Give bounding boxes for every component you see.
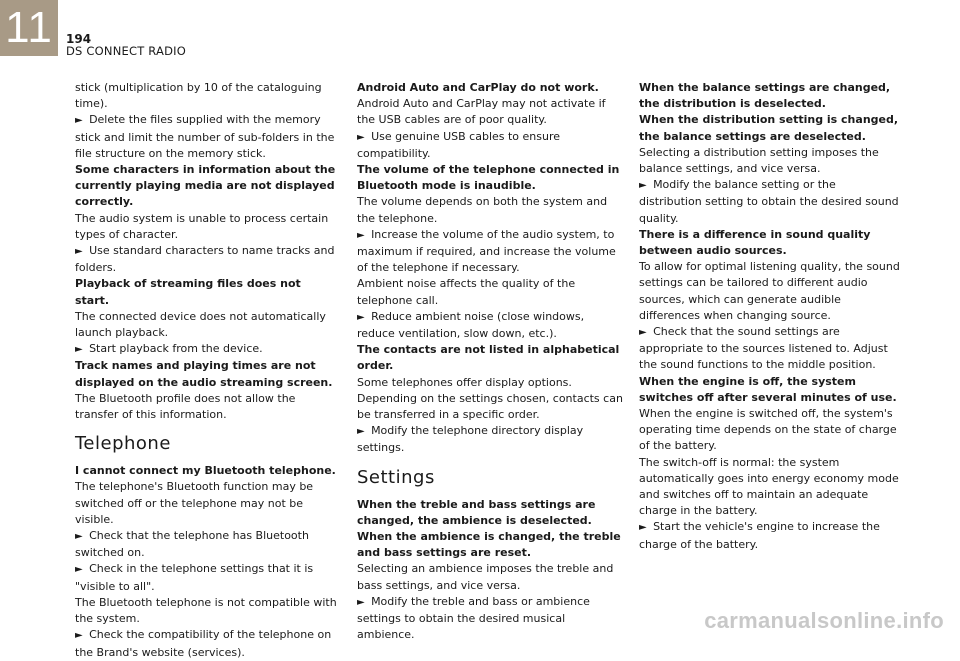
- paragraph: The Bluetooth profile does not allow the transfer of this information.: [75, 391, 296, 422]
- problem-heading: When the engine is off, the system switches off after several minutes of use.: [639, 374, 897, 404]
- instruction-step: ► Reduce ambient noise (close windows, reduce ventilation, slow down, etc.).: [357, 309, 623, 342]
- problem-heading: When the balance settings are changed, the distribution is deselected.: [639, 81, 891, 111]
- problem-heading: Android Auto and CarPlay do not work.: [357, 81, 599, 94]
- column-2: [357, 80, 623, 644]
- column-1: [75, 80, 337, 661]
- instruction-step: ► Start the vehicle's engine to increase the charge of the battery.: [639, 519, 901, 552]
- problem-heading: When the distribution setting is changed, the balance settings are deselected.: [639, 113, 899, 143]
- paragraph: The audio system is unable to process certain types of character.: [75, 211, 329, 241]
- settings-heading: Settings: [357, 466, 435, 488]
- problem-heading: I cannot connect my Bluetooth telephone.: [75, 464, 336, 478]
- instruction-step: ► Modify the treble and bass or ambience settings to obtain the desired musical ambience.: [357, 594, 623, 644]
- problem-heading: The contacts are not listed in alphabetical order.: [357, 343, 620, 373]
- chapter-tab: 11: [0, 0, 58, 56]
- page-number: 194: [66, 32, 92, 46]
- column-3: [639, 80, 901, 553]
- instruction-step: ► Delete the files supplied with the memory stick and limit the number of sub-folders in the file structure on the memory stick.: [75, 112, 337, 162]
- problem-heading: Some characters in information about the currently playing media are not displayed correctly.: [75, 163, 336, 209]
- instruction-step: ► Check in the telephone settings that it is "visible to all".: [75, 561, 337, 594]
- instruction-step: ► Check the compatibility of the telephone on the Brand's website (services).: [75, 627, 337, 660]
- instruction-step: ► Use genuine USB cables to ensure compatibility.: [357, 129, 623, 162]
- instruction-step: ► Start playback from the device.: [75, 341, 337, 358]
- instruction-step: ► Use standard characters to name tracks and folders.: [75, 243, 337, 276]
- problem-heading: When the treble and bass settings are changed, the ambience is deselected.: [357, 497, 596, 527]
- paragraph: The volume depends on both the system and the telephone.: [357, 195, 608, 225]
- paragraph: Android Auto and CarPlay may not activate if the USB cables are of poor quality.: [357, 97, 606, 127]
- paragraph: Ambient noise affects the quality of the telephone call.: [357, 277, 576, 307]
- section-title: DS CONNECT RADIO: [66, 44, 186, 58]
- instruction-step: ► Modify the telephone directory display settings.: [357, 423, 623, 456]
- paragraph: The connected device does not automatically launch playback.: [75, 309, 326, 340]
- problem-heading: Playback of streaming files does not start.: [75, 277, 301, 307]
- instruction-step: ► Modify the balance setting or the distribution setting to obtain the desired sound quality.: [639, 177, 901, 227]
- paragraph: Some telephones offer display options. Depending on the settings chosen, contacts can be transferred in a specific order.: [357, 375, 623, 422]
- watermark: carmanualsonline.info: [704, 608, 944, 633]
- paragraph: Selecting an ambience imposes the treble and bass settings, and vice versa.: [357, 562, 614, 592]
- paragraph: Selecting a distribution setting imposes the balance settings, and vice versa.: [639, 145, 879, 176]
- paragraph: When the engine is switched off, the system's operating time depends on the state of charge of the battery.: [639, 407, 897, 453]
- paragraph: The telephone's Bluetooth function may be switched off or the telephone may not be visible.: [75, 480, 314, 526]
- problem-heading: The volume of the telephone connected in Bluetooth mode is inaudible.: [357, 163, 620, 193]
- paragraph: stick (multiplication by 10 of the cataloguing time).: [75, 81, 322, 111]
- problem-heading: When the ambience is changed, the treble and bass settings are reset.: [357, 530, 621, 560]
- telephone-heading: Telephone: [75, 433, 171, 455]
- instruction-step: ► Check that the sound settings are appropriate to the sources listened to. Adjust the sound functions to the middle position.: [639, 324, 901, 374]
- instruction-step: ► Check that the telephone has Bluetooth switched on.: [75, 528, 337, 561]
- paragraph: To allow for optimal listening quality, the sound settings can be tailored to different audio sources, which can generate audible differences when changing source.: [639, 260, 900, 322]
- problem-heading: There is a difference in sound quality between audio sources.: [639, 227, 871, 258]
- problem-heading: Track names and playing times are not displayed on the audio streaming screen.: [75, 359, 333, 389]
- paragraph: The switch-off is normal: the system automatically goes into energy economy mode and switches off to maintain an adequate charge in the battery.: [639, 455, 899, 518]
- instruction-step: ► Increase the volume of the audio system, to maximum if required, and increase the volume of the telephone if necessary.: [357, 227, 623, 277]
- paragraph: The Bluetooth telephone is not compatible with the system.: [75, 595, 337, 626]
